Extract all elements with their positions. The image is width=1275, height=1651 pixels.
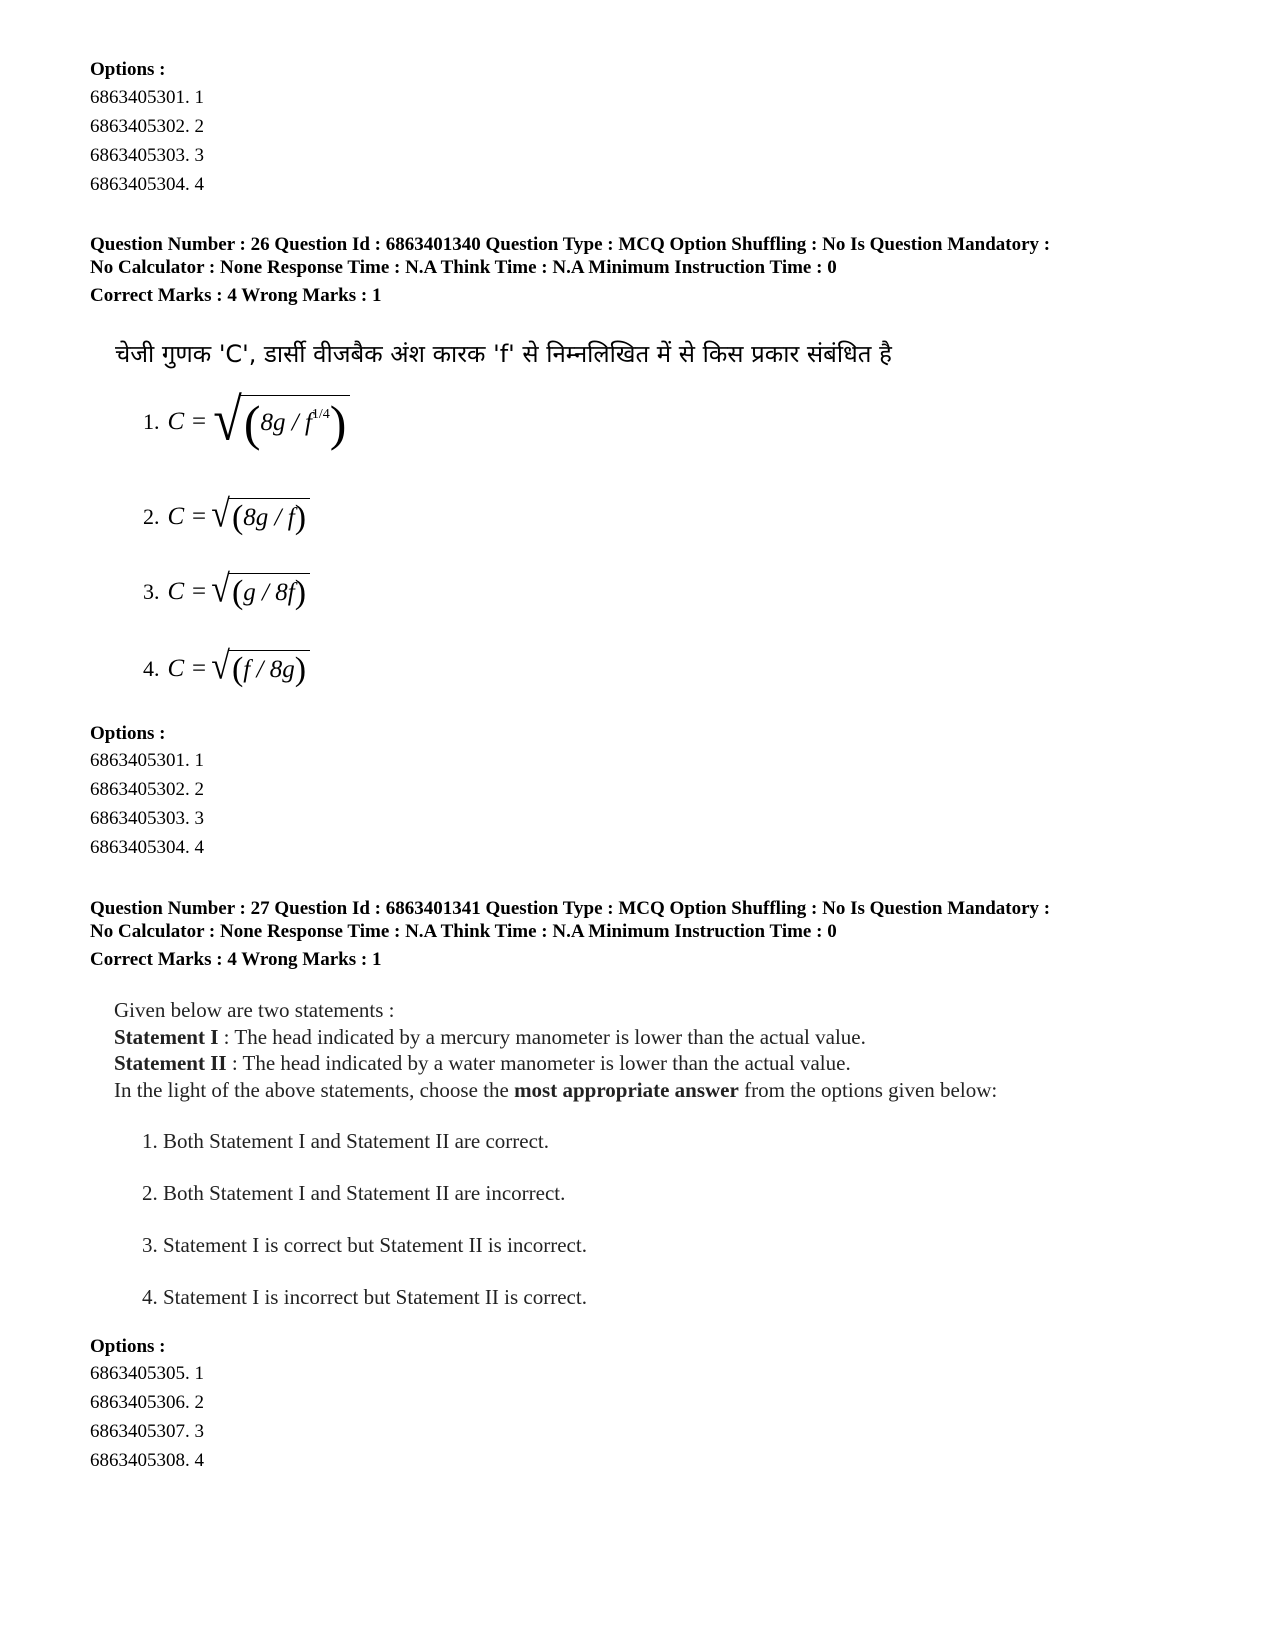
q27-choice-3: 3. Statement I is correct but Statement II is incorrect. [142,1233,587,1257]
statement-label: Statement I [114,1025,219,1049]
q26-choice-4 [143,644,310,688]
radicand: ( g / 8f ) [228,573,310,610]
instruction-text: from the options given below: [738,1078,998,1102]
option-item: 6863405307. 3 [90,1421,204,1442]
choice-number: 2. [143,503,160,529]
sqrt-symbol: √ [211,567,230,611]
q27-meta-line1: Question Number : 27 Question Id : 6863401341 Question Type : MCQ Option Shuffling : No Is Question Mandatory : [90,898,1051,919]
q27-intro: Given below are two statements : [114,998,395,1022]
choice-expr: 8g / f [243,504,295,531]
option-item: 6863405303. 3 [90,145,204,166]
q26-choice-1 [143,387,350,454]
radical [213,387,350,454]
options-heading: Options : [90,59,166,80]
option-item: 6863405305. 1 [90,1363,204,1384]
q26-options-heading: Options : [90,723,166,744]
instruction-text: In the light of the above statements, choose the [114,1078,515,1102]
statement-text: : The head indicated by a water manometer is lower than the actual value. [226,1051,851,1075]
sqrt-symbol: √ [211,644,230,688]
choice-lhs: C = [167,407,208,435]
radicand: ( 8g / f ) [228,498,310,535]
q26-choice-3 [143,567,310,611]
options-list [90,83,204,199]
option-item: 6863405302. 2 [90,116,204,137]
sqrt-symbol: √ [213,387,242,454]
q27-choice-1: 1. Both Statement I and Statement II are correct. [142,1129,550,1153]
statement-label: Statement II [114,1051,227,1075]
option-item: 6863405304. 4 [90,837,204,858]
choice-number: 4. [143,655,160,681]
q26-marks: Correct Marks : 4 Wrong Marks : 1 [90,285,382,306]
option-item: 6863405303. 3 [90,808,204,829]
choice-lhs: C = [167,577,208,605]
q27-options-list [90,1359,204,1475]
q27-marks: Correct Marks : 4 Wrong Marks : 1 [90,949,382,970]
option-item: 6863405304. 4 [90,174,204,195]
q27-choice-2: 2. Both Statement I and Statement II are incorrect. [142,1181,566,1205]
choice-expr: 8g / f [260,409,312,436]
option-item: 6863405306. 2 [90,1392,204,1413]
option-item: 6863405308. 4 [90,1450,204,1471]
q27-statement-2 [114,1050,851,1077]
choice-number: 3. [143,578,160,604]
option-item: 6863405301. 1 [90,750,204,771]
instruction-emphasis: most appropriate answer [514,1078,739,1102]
q26-choice-2 [143,492,310,536]
q27-statement-1 [114,1024,866,1051]
q27-choice-4: 4. Statement I is incorrect but Statement II is correct. [142,1285,587,1309]
q27-instruction [114,1077,997,1104]
q26-meta-line1: Question Number : 26 Question Id : 6863401340 Question Type : MCQ Option Shuffling : No Is Question Mandatory : [90,234,1051,255]
q27-options-heading: Options : [90,1336,166,1357]
radical [211,492,310,536]
q26-meta-line2: No Calculator : None Response Time : N.A Think Time : N.A Minimum Instruction Time : 0 [90,257,837,278]
sqrt-symbol: √ [211,492,230,536]
radicand: ( 8g / f 1/4 ) [240,395,351,448]
exponent: 1/4 [311,407,330,422]
option-item: 6863405301. 1 [90,87,204,108]
choice-lhs: C = [167,654,208,682]
choice-number: 1. [143,408,160,434]
q26-question-text: चेजी गुणक 'C', डार्सी वीजबैक अंश कारक 'f' से निम्नलिखित में से किस प्रकार संबंधित है [115,340,892,368]
q26-options-list [90,746,204,862]
radical [211,644,310,688]
radical [211,567,310,611]
choice-expr: g / 8f [243,579,295,606]
statement-text: : The head indicated by a mercury manometer is lower than the actual value. [218,1025,866,1049]
choice-lhs: C = [167,502,208,530]
q27-meta-line2: No Calculator : None Response Time : N.A Think Time : N.A Minimum Instruction Time : 0 [90,921,837,942]
choice-expr: f / 8g [243,656,295,683]
radicand: ( f / 8g ) [228,650,310,687]
option-item: 6863405302. 2 [90,779,204,800]
